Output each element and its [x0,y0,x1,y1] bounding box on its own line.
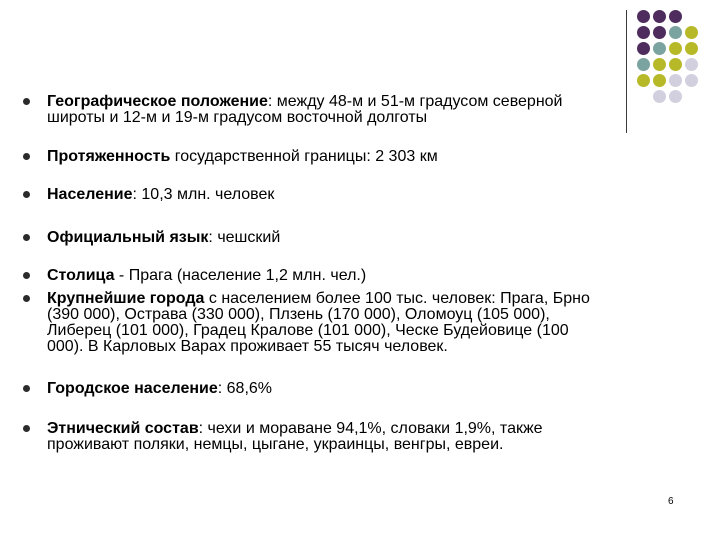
decorative-dot [685,42,698,55]
decorative-vertical-line [626,10,627,133]
bullet-icon [23,234,30,241]
page-number: 6 [668,496,674,507]
bullet-icon [23,153,30,160]
decorative-dot [669,74,682,87]
decorative-dot [669,90,682,103]
item-text: : чешский [208,229,281,246]
bullet-icon [23,191,30,198]
decorative-dot [669,26,682,39]
item-term: Этнический состав [47,420,199,437]
bullet-icon [23,272,30,279]
item-text: : 10,3 млн. человек [132,186,275,203]
decorative-dot [685,74,698,87]
decorative-dot [653,26,666,39]
decorative-dot [685,26,698,39]
bullet-icon [23,98,30,105]
list-item-geography [47,94,607,126]
decorative-dot [637,10,650,23]
bullet-icon [23,425,30,432]
list-item-population [47,187,607,203]
list-item-largest-cities [47,291,597,355]
item-text: : 68,6% [217,380,273,397]
item-text: государственной границы: 2 303 км [170,148,438,165]
bullet-icon [23,295,30,302]
decorative-dot-grid [637,10,717,120]
list-item-ethnic-composition [47,421,567,453]
decorative-dot [685,58,698,71]
item-term: Столица [47,267,115,284]
decorative-dot [653,42,666,55]
item-term: Географическое положение [47,93,268,110]
decorative-dot [653,74,666,87]
decorative-dot [653,10,666,23]
item-text: : чехи и мораване 94,1%, словаки 1,9%, также проживают поляки, немцы, цыгане, украинцы, венгры, евреи. [47,420,543,453]
item-term: Официальный язык [47,229,209,246]
item-text: - Прага (население 1,2 млн. чел.) [114,267,367,284]
decorative-dot [669,58,682,71]
list-item-border-length [47,149,607,165]
item-term: Население [47,186,133,203]
list-item-capital [47,268,607,284]
decorative-dot [653,58,666,71]
decorative-dot [637,26,650,39]
item-term: Городское население [47,380,218,397]
bullet-icon [23,385,30,392]
decorative-dot [637,58,650,71]
decorative-dot [653,90,666,103]
decorative-dot [669,10,682,23]
item-text: : между 48-м и 51-м градусом северной широты и 12-м и 19-м градусом восточной долготы [47,93,563,126]
item-term: Крупнейшие города [47,290,205,307]
decorative-dot [637,74,650,87]
decorative-dot [637,42,650,55]
item-text: с населением более 100 тыс. человек: Прага, Брно (390 000), Острава (330 000), Плзень (170 000), Оломоуц (105 000), Либерец (101 000), Градец Кралове (101 000), Ческе Будейовице (100 000). В Карловых Варах проживает 55 тысяч человек. [47,290,590,355]
list-item-official-language [47,230,607,246]
item-term: Протяженность [47,148,171,165]
decorative-dot [669,42,682,55]
list-item-urban-population [47,381,607,397]
